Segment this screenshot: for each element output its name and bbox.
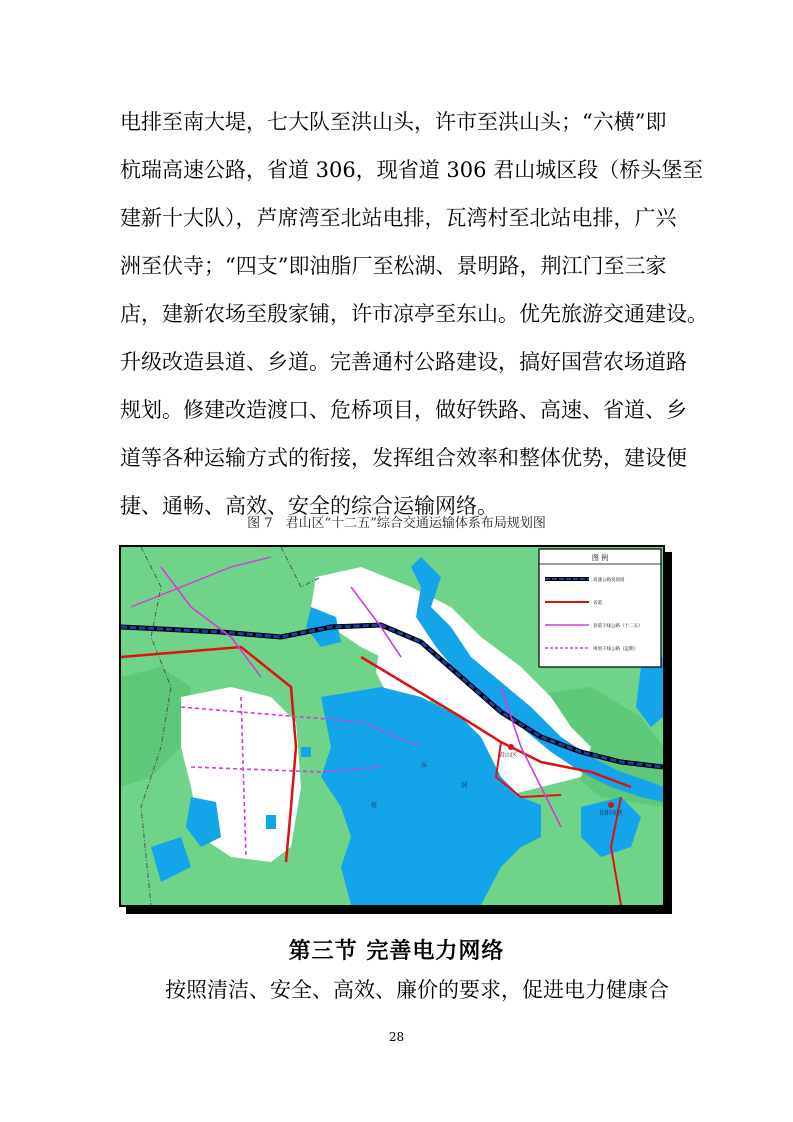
city-marker [608, 802, 614, 808]
legend-label: 县道干线公路（十二五） [593, 624, 643, 629]
map-graphic [121, 547, 663, 905]
city-label: 君山区 [499, 752, 518, 759]
legend-label: 省道 [593, 601, 602, 606]
paragraph-line: 升级改造县道、乡道。完善通村公路建设，搞好国营农场道路 [120, 350, 687, 374]
paragraph-line: 电排至南大堤，七大队至洪山头，许市至洪山头；“六横”即 [120, 110, 667, 134]
city-marker [508, 744, 514, 750]
legend-label: 规划干线公路（远期） [593, 647, 638, 652]
section-title: 第三节 完善电力网络 [288, 938, 505, 964]
small-lake [301, 747, 311, 757]
paragraph-line: 店，建新农场至殷家铺，许市凉亭至东山。优先旅游交通建设。 [120, 302, 708, 326]
small-lake [266, 815, 276, 829]
lake-label-2: 洞 [461, 782, 468, 789]
page-number: 28 [388, 1030, 405, 1044]
body-paragraph-2: 按照清洁、安全、高效、廉价的要求，促进电力健康合 [165, 978, 669, 1002]
paragraph-line: 建新十大队），芦席湾至北站电排，瓦湾村至北站电排，广兴 [120, 206, 677, 230]
paragraph-line: 捷、通畅、高效、安全的综合运输网络。 [120, 494, 498, 518]
lake-label-1: 东 [421, 762, 428, 769]
lake-label-3: 庭 [371, 802, 378, 809]
legend-title: 图 例 [591, 554, 609, 562]
figure-caption: 图 7 君山区“十二五”综合交通运输体系布局规划图 [247, 516, 546, 531]
body-paragraph [120, 98, 708, 530]
paragraph-line: 道等各种运输方式的衔接，发挥组合效率和整体优势，建设便 [120, 446, 687, 470]
paragraph-line: 杭瑞高速公路，省道 306，现省道 306 君山城区段（桥头堡至 [120, 158, 704, 182]
paragraph-line: 规划。修建改造渡口、危桥项目，做好铁路、高速、省道、乡 [120, 398, 687, 422]
map-legend [539, 549, 661, 667]
city-label: 岳阳市区 [599, 810, 624, 817]
paragraph-line: 洲至伏寺；“四支”即油脂厂至松湖、景明路，荆江门至三家 [120, 254, 667, 278]
legend-label: 高速公路及国道 [593, 578, 625, 583]
transport-map [119, 545, 665, 907]
